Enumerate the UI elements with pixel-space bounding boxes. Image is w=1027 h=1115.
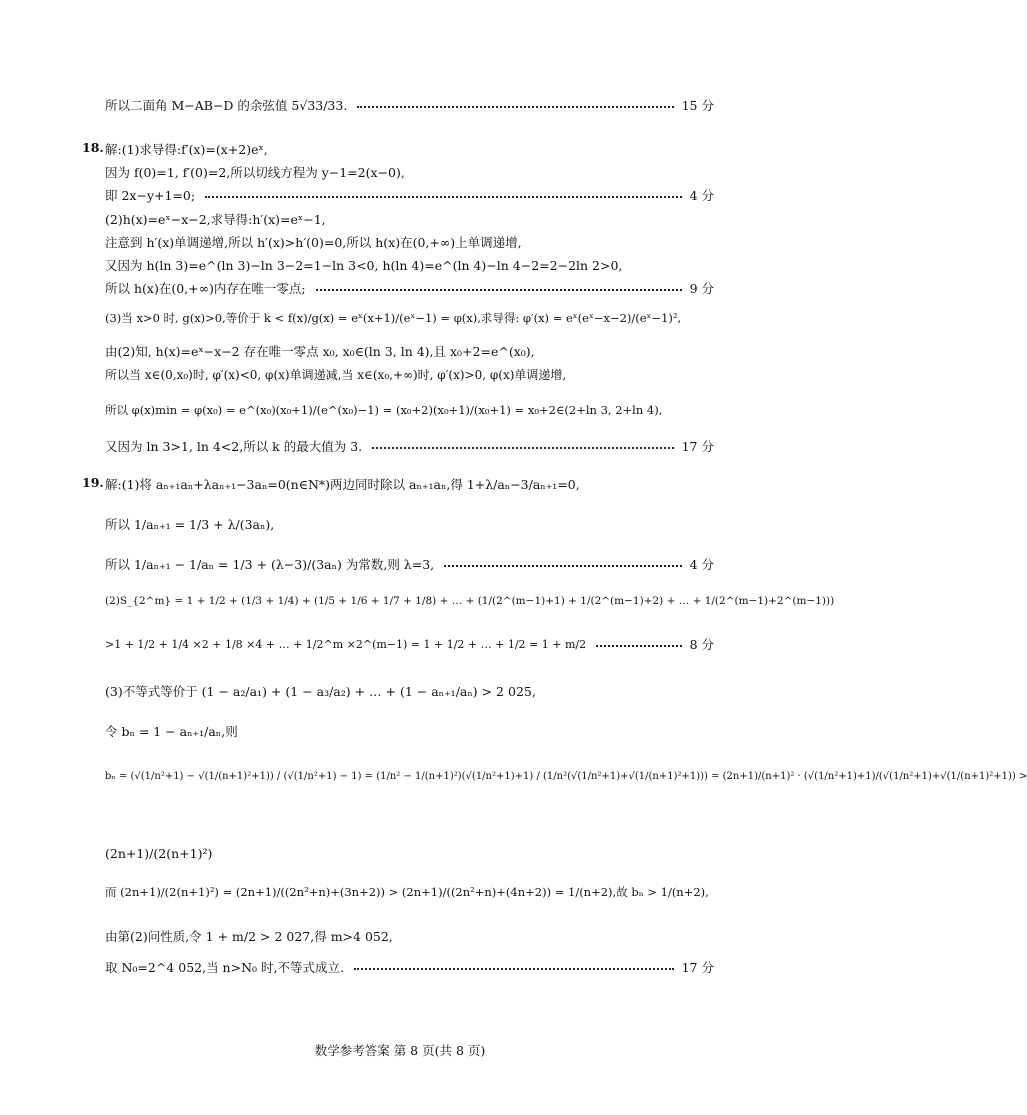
solution-line: 注意到 h′(x)单调递增,所以 h′(x)>h′(0)=0,所以 h(x)在(0,+∞)上单调递增, [105,235,522,250]
solution-line: 由第(2)问性质,令 1 + m/2 > 2 027,得 m>4 052, [105,929,393,944]
solution-line: 令 bₙ = 1 − aₙ₊₁/aₙ,则 [105,724,238,739]
solution-line: (2)h(x)=eˣ−x−2,求导得:h′(x)=eˣ−1, [105,212,326,227]
leader-dots [205,196,681,198]
page-footer: 数学参考答案 第 8 页(共 8 页) [314,1043,486,1058]
solution-line: >1 + 1/2 + 1/4 ×2 + 1/8 ×4 + … + 1/2^m ×2^(m−1) = 1 + 1/2 + … + 1/2 = 1 + m/2 8 分 [105,637,714,652]
solution-line: 所以当 x∈(0,x₀)时, φ′(x)<0, φ(x)单调递减,当 x∈(x₀,+∞)时, φ′(x)>0, φ(x)单调递增, [105,368,567,382]
score: 4 分 [689,557,714,572]
solution-line: (2)S_{2^m} = 1 + 1/2 + (1/3 + 1/4) + (1/5 + 1/6 + 1/7 + 1/8) + … + (1/(2^(m−1)+1) + 1/(2^(m−1)+2) + … + 1/(2^(m−1)+2^(m−1))) [105,595,835,607]
question-number: 18. [82,140,104,155]
solution-line: 取 N₀=2^4 052,当 n>N₀ 时,不等式成立. 17 分 [105,960,714,975]
question-number: 19. [82,475,104,490]
solution-line: 即 2x−y+1=0; 4 分 [105,188,714,203]
leader-dots [316,289,682,291]
solution-line: 而 (2n+1)/(2(n+1)²) = (2n+1)/((2n²+n)+(3n+2)) > (2n+1)/((2n²+n)+(4n+2)) = 1/(n+2),故 bₙ > 1/(n+2), [105,885,709,899]
leader-dots [444,565,681,567]
solution-line: (3)当 x>0 时, g(x)>0,等价于 k < f(x)/g(x) = eˣ(x+1)/(eˣ−1) = φ(x),求导得: φ′(x) = eˣ(eˣ−x−2)/(eˣ−1)², [105,311,682,325]
solution-line [105,96,714,114]
solution-line: 所以 φ(x)min = φ(x₀) = e^(x₀)(x₀+1)/(e^(x₀)−1) = (x₀+2)(x₀+1)/(x₀+1) = x₀+2∈(2+ln 3, 2+ln 4), [105,403,663,417]
leader-dots [354,968,674,970]
leader-dots [596,645,681,647]
score: 8 分 [689,637,714,652]
leader-dots [372,447,673,449]
solution-line: bₙ = (√(1/n²+1) − √(1/(n+1)²+1)) / (√(1/n²+1) − 1) = (1/n² − 1/(n+1)²)(√(1/n²+1)+1) / (1/n²(√(1/n²+1)+√(1/(n+1)²+1))) = (2n+1)/(n+1)² · (√(1/n²+1)+1)/(√(1/n²+1)+√(1/(n+1)²+1)) > [105,771,1027,782]
solution-line: 又因为 ln 3>1, ln 4<2,所以 k 的最大值为 3. 17 分 [105,439,714,454]
solution-line: 解:(1)将 aₙ₊₁aₙ+λaₙ₊₁−3aₙ=0(n∈N*)两边同时除以 aₙ₊₁aₙ,得 1+λ/aₙ−3/aₙ₊₁=0, [105,477,580,492]
solution-line: 因为 f(0)=1, f′(0)=2,所以切线方程为 y−1=2(x−0), [105,165,405,180]
leader-dots [357,106,673,108]
score: 9 分 [689,281,714,296]
score: 4 分 [689,188,714,203]
solution-line: (3)不等式等价于 (1 − a₂/a₁) + (1 − a₃/a₂) + … + (1 − aₙ₊₁/aₙ) > 2 025, [105,684,536,699]
solution-line: (2n+1)/(2(n+1)²) [105,846,213,861]
solution-line: 又因为 h(ln 3)=e^(ln 3)−ln 3−2=1−ln 3<0, h(ln 4)=e^(ln 4)−ln 4−2=2−2ln 2>0, [105,258,623,273]
solution-line: 所以 h(x)在(0,+∞)内存在唯一零点; 9 分 [105,281,714,296]
solution-line: 解:(1)求导得:f′(x)=(x+2)eˣ, [105,142,268,157]
score: 17 分 [681,960,714,975]
solution-line: 所以 1/aₙ₊₁ = 1/3 + λ/(3aₙ), [105,517,275,532]
line-text: 所以二面角 M−AB−D 的余弦值 5√33/33. [105,98,348,113]
solution-line: 由(2)知, h(x)=eˣ−x−2 存在唯一零点 x₀, x₀∈(ln 3, ln 4),且 x₀+2=e^(x₀), [105,344,535,359]
score: 17 分 [681,439,714,454]
score: 15 分 [681,98,714,113]
solution-line: 所以 1/aₙ₊₁ − 1/aₙ = 1/3 + (λ−3)/(3aₙ) 为常数,则 λ=3, 4 分 [105,557,714,572]
